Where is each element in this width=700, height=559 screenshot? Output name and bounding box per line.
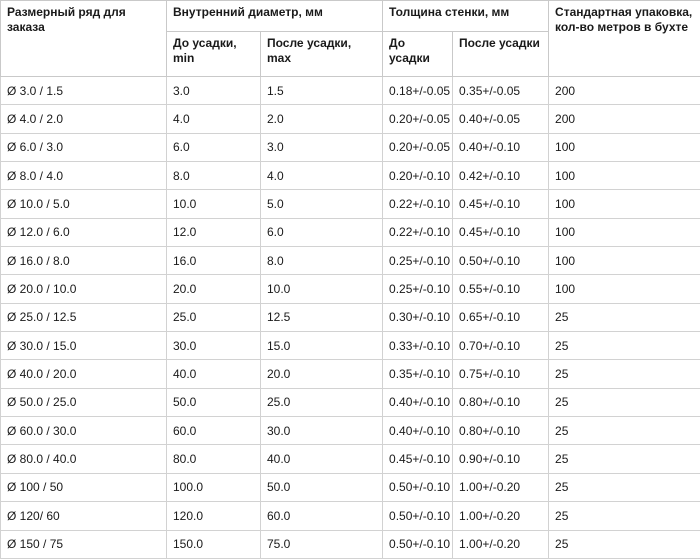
cell-wall-after: 0.80+/-0.10 xyxy=(453,388,549,416)
cell-inner-before: 60.0 xyxy=(167,417,261,445)
table-row xyxy=(1,530,700,559)
cell-inner-after: 8.0 xyxy=(261,247,383,275)
cell-wall-after: 0.35+/-0.05 xyxy=(453,77,549,105)
cell-wall-before: 0.25+/-0.10 xyxy=(383,247,453,275)
cell-size-range: Ø 25.0 / 12.5 xyxy=(1,303,167,331)
cell-size-range: Ø 120/ 60 xyxy=(1,502,167,530)
cell-wall-after: 0.40+/-0.05 xyxy=(453,105,549,133)
cell-size-range: Ø 6.0 / 3.0 xyxy=(1,133,167,161)
cell-inner-after: 4.0 xyxy=(261,162,383,190)
cell-inner-after: 10.0 xyxy=(261,275,383,303)
cell-size-range: Ø 12.0 / 6.0 xyxy=(1,218,167,246)
cell-size-range: Ø 20.0 / 10.0 xyxy=(1,275,167,303)
cell-wall-before: 0.40+/-0.10 xyxy=(383,417,453,445)
header-wall-before: До усадки xyxy=(383,32,453,77)
cell-packaging: 25 xyxy=(549,530,700,559)
cell-inner-after: 30.0 xyxy=(261,417,383,445)
cell-inner-after: 15.0 xyxy=(261,332,383,360)
cell-wall-after: 0.55+/-0.10 xyxy=(453,275,549,303)
table-row xyxy=(1,218,700,246)
cell-wall-after: 0.90+/-0.10 xyxy=(453,445,549,473)
cell-size-range: Ø 40.0 / 20.0 xyxy=(1,360,167,388)
cell-inner-after: 12.5 xyxy=(261,303,383,331)
table-row xyxy=(1,275,700,303)
header-wall-thickness: Толщина стенки, мм xyxy=(383,1,549,32)
cell-inner-before: 25.0 xyxy=(167,303,261,331)
cell-wall-after: 0.42+/-0.10 xyxy=(453,162,549,190)
table-row xyxy=(1,247,700,275)
cell-inner-before: 50.0 xyxy=(167,388,261,416)
table-row xyxy=(1,360,700,388)
cell-packaging: 25 xyxy=(549,360,700,388)
table-row xyxy=(1,417,700,445)
cell-wall-before: 0.30+/-0.10 xyxy=(383,303,453,331)
cell-size-range: Ø 30.0 / 15.0 xyxy=(1,332,167,360)
cell-wall-after: 1.00+/-0.20 xyxy=(453,502,549,530)
cell-packaging: 100 xyxy=(549,275,700,303)
cell-packaging: 200 xyxy=(549,77,700,105)
cell-inner-before: 40.0 xyxy=(167,360,261,388)
table-row xyxy=(1,388,700,416)
header-wall-after: После усадки xyxy=(453,32,549,77)
cell-inner-after: 3.0 xyxy=(261,133,383,161)
cell-wall-before: 0.33+/-0.10 xyxy=(383,332,453,360)
cell-packaging: 25 xyxy=(549,388,700,416)
cell-wall-after: 0.40+/-0.10 xyxy=(453,133,549,161)
cell-wall-before: 0.50+/-0.10 xyxy=(383,530,453,559)
cell-inner-after: 60.0 xyxy=(261,502,383,530)
cell-inner-after: 75.0 xyxy=(261,530,383,559)
cell-wall-before: 0.20+/-0.05 xyxy=(383,133,453,161)
cell-inner-before: 20.0 xyxy=(167,275,261,303)
cell-size-range: Ø 100 / 50 xyxy=(1,473,167,501)
table-row xyxy=(1,77,700,105)
cell-wall-after: 0.70+/-0.10 xyxy=(453,332,549,360)
cell-wall-after: 0.65+/-0.10 xyxy=(453,303,549,331)
cell-wall-after: 1.00+/-0.20 xyxy=(453,473,549,501)
cell-size-range: Ø 60.0 / 30.0 xyxy=(1,417,167,445)
cell-size-range: Ø 16.0 / 8.0 xyxy=(1,247,167,275)
cell-packaging: 100 xyxy=(549,190,700,218)
cell-packaging: 100 xyxy=(549,133,700,161)
cell-wall-after: 1.00+/-0.20 xyxy=(453,530,549,559)
cell-wall-before: 0.20+/-0.10 xyxy=(383,162,453,190)
table-row xyxy=(1,473,700,501)
cell-inner-after: 50.0 xyxy=(261,473,383,501)
cell-inner-before: 16.0 xyxy=(167,247,261,275)
cell-wall-before: 0.45+/-0.10 xyxy=(383,445,453,473)
cell-wall-after: 0.80+/-0.10 xyxy=(453,417,549,445)
cell-wall-before: 0.20+/-0.05 xyxy=(383,105,453,133)
cell-packaging: 25 xyxy=(549,303,700,331)
cell-wall-after: 0.75+/-0.10 xyxy=(453,360,549,388)
cell-wall-before: 0.35+/-0.10 xyxy=(383,360,453,388)
cell-wall-after: 0.50+/-0.10 xyxy=(453,247,549,275)
cell-inner-before: 80.0 xyxy=(167,445,261,473)
table-row xyxy=(1,303,700,331)
cell-inner-after: 25.0 xyxy=(261,388,383,416)
cell-wall-before: 0.22+/-0.10 xyxy=(383,190,453,218)
cell-size-range: Ø 150 / 75 xyxy=(1,530,167,559)
header-size-range: Размерный ряд для заказа xyxy=(1,1,167,77)
cell-wall-before: 0.22+/-0.10 xyxy=(383,218,453,246)
cell-packaging: 25 xyxy=(549,417,700,445)
cell-inner-before: 100.0 xyxy=(167,473,261,501)
cell-packaging: 25 xyxy=(549,502,700,530)
cell-inner-before: 150.0 xyxy=(167,530,261,559)
cell-size-range: Ø 50.0 / 25.0 xyxy=(1,388,167,416)
table-row xyxy=(1,445,700,473)
cell-size-range: Ø 8.0 / 4.0 xyxy=(1,162,167,190)
cell-inner-before: 30.0 xyxy=(167,332,261,360)
cell-wall-before: 0.18+/-0.05 xyxy=(383,77,453,105)
cell-inner-before: 12.0 xyxy=(167,218,261,246)
cell-size-range: Ø 10.0 / 5.0 xyxy=(1,190,167,218)
table-row xyxy=(1,133,700,161)
cell-wall-before: 0.50+/-0.10 xyxy=(383,502,453,530)
cell-packaging: 100 xyxy=(549,218,700,246)
cell-inner-before: 4.0 xyxy=(167,105,261,133)
cell-size-range: Ø 4.0 / 2.0 xyxy=(1,105,167,133)
cell-wall-before: 0.50+/-0.10 xyxy=(383,473,453,501)
cell-packaging: 25 xyxy=(549,445,700,473)
table-row xyxy=(1,162,700,190)
cell-packaging: 200 xyxy=(549,105,700,133)
header-inner-after: После усадки, max xyxy=(261,32,383,77)
cell-inner-before: 3.0 xyxy=(167,77,261,105)
cell-packaging: 25 xyxy=(549,473,700,501)
cell-wall-before: 0.25+/-0.10 xyxy=(383,275,453,303)
cell-inner-before: 10.0 xyxy=(167,190,261,218)
cell-packaging: 25 xyxy=(549,332,700,360)
cell-inner-before: 6.0 xyxy=(167,133,261,161)
table-row xyxy=(1,190,700,218)
header-packaging: Стандартная упаковка, кол-во метров в бухте xyxy=(549,1,700,77)
header-inner-before: До усадки, min xyxy=(167,32,261,77)
cell-inner-after: 40.0 xyxy=(261,445,383,473)
cell-wall-before: 0.40+/-0.10 xyxy=(383,388,453,416)
cell-inner-after: 20.0 xyxy=(261,360,383,388)
cell-size-range: Ø 80.0 / 40.0 xyxy=(1,445,167,473)
cell-wall-after: 0.45+/-0.10 xyxy=(453,190,549,218)
cell-inner-after: 6.0 xyxy=(261,218,383,246)
cell-inner-after: 1.5 xyxy=(261,77,383,105)
table-row xyxy=(1,502,700,530)
table-row xyxy=(1,332,700,360)
cell-inner-after: 2.0 xyxy=(261,105,383,133)
cell-packaging: 100 xyxy=(549,247,700,275)
cell-wall-after: 0.45+/-0.10 xyxy=(453,218,549,246)
header-inner-diameter: Внутренний диаметр, мм xyxy=(167,1,383,32)
cell-inner-before: 8.0 xyxy=(167,162,261,190)
cell-packaging: 100 xyxy=(549,162,700,190)
cell-size-range: Ø 3.0 / 1.5 xyxy=(1,77,167,105)
table-body xyxy=(1,77,700,559)
table-row xyxy=(1,105,700,133)
cell-inner-after: 5.0 xyxy=(261,190,383,218)
cell-inner-before: 120.0 xyxy=(167,502,261,530)
